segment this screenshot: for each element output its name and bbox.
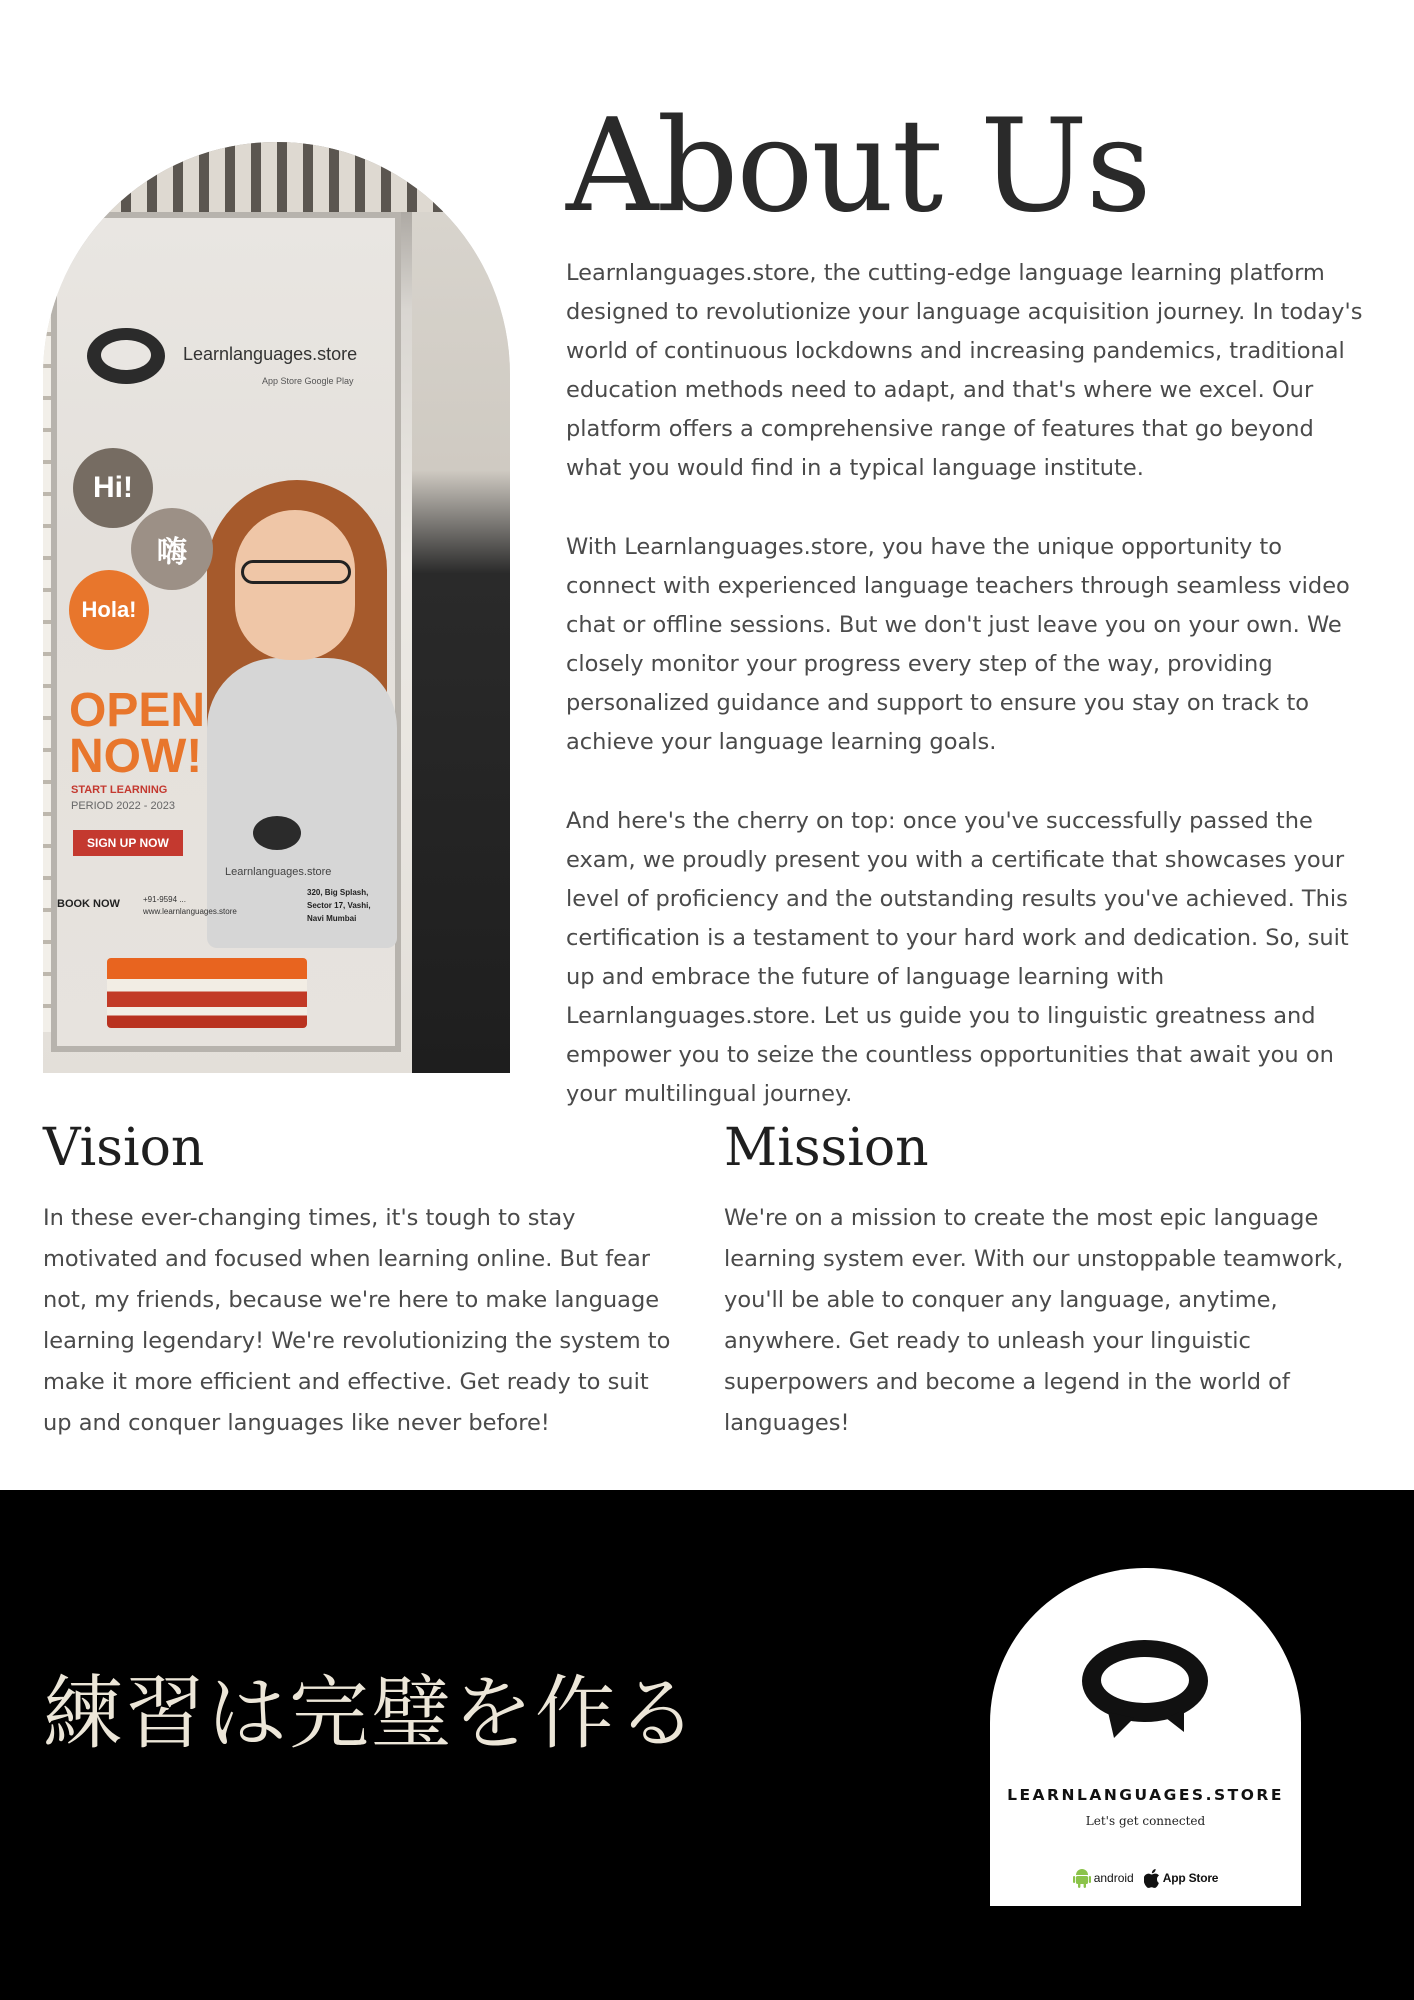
- mission-title: Mission: [724, 1118, 929, 1178]
- apple-icon: [1144, 1869, 1160, 1888]
- speech-bubble-hola: Hola!: [69, 570, 149, 650]
- footer-band: [0, 1490, 1414, 2000]
- store-badges: [990, 1868, 1301, 1888]
- brand-tagline: Let's get connected: [1085, 1814, 1206, 1828]
- banner-headline: OPEN NOW!: [69, 684, 206, 783]
- about-paragraph-1: Learnlanguages.store, the cutting-edge language learning platform designed to revolutionize your language acquisition journey. In today's world of continuous lockdowns and increasing pandemics, traditional education methods need to adapt, and that's where we excel. Our platform offers a comprehensive range of features that go beyond what you would find in a typical language institute.: [566, 260, 1363, 481]
- android-label: android: [1093, 1871, 1134, 1885]
- banner-signup: SIGN UP NOW: [73, 830, 183, 856]
- banner-chat-logo-icon: [87, 328, 165, 384]
- brand-name: LEARNLANGUAGES.STORE: [1007, 1786, 1284, 1804]
- appstore-label: App Store: [1162, 1871, 1219, 1885]
- banner-contact: +91-9594 ... www.learnlanguages.store: [143, 895, 237, 916]
- photo-booth-wall: [412, 212, 510, 1073]
- android-icon: [1073, 1868, 1091, 1888]
- photo-ceiling: [43, 142, 510, 212]
- android-badge: [1073, 1868, 1134, 1888]
- banner-store-text: App Store Google Play: [262, 376, 354, 386]
- brand-logo-card: [990, 1568, 1301, 1906]
- chat-bubble-logo-icon: [1080, 1638, 1211, 1738]
- shirt-logo-text: Learnlanguages.store: [225, 866, 332, 878]
- speech-bubble-hi: Hi!: [73, 448, 153, 528]
- about-title: About Us: [566, 92, 1150, 241]
- banner-books: [107, 958, 307, 1028]
- japanese-slogan: 練習は完璧を作る: [43, 1667, 699, 1760]
- banner-woman-face: [235, 510, 355, 660]
- banner-logo-text: Learnlanguages.store: [183, 344, 358, 364]
- mission-body: We're on a mission to create the most epic language learning system ever. With our unstoppable teamwork, you'll be able to conquer any language, anytime, anywhere. Get ready to unleash your linguistic superpowers and become a legend in the world of languages!: [724, 1205, 1344, 1436]
- banner-start-learning: START LEARNING: [71, 784, 168, 796]
- about-paragraph-3: And here's the cherry on top: once you've successfully passed the exam, we proudly present you with a certificate that showcases your level of proficiency and the outstanding results you've achieved. This certification is a testament to your hard work and dedication. So, suit up and embrace the future of language learning with Learnlanguages.store. Let us guide you to linguistic greatness and empower you to seize the countless opportunities that await you on your multilingual journey.: [566, 808, 1349, 1107]
- speech-bubble-hai: 嗨: [131, 508, 213, 590]
- rollup-banner: [51, 212, 401, 1052]
- appstore-badge: [1144, 1869, 1219, 1888]
- about-photo: [43, 142, 510, 1073]
- banner-address: 320, Big Splash, Sector 17, Vashi, Navi Mumbai: [307, 888, 371, 923]
- vision-body: In these ever-changing times, it's tough to stay motivated and focused when learning online. But fear not, my friends, because we're here to make language learning legendary! We're revolutionizing the system to make it more efficient and effective. Get ready to suit up and conquer languages like never before!: [43, 1205, 671, 1436]
- about-paragraph-2: With Learnlanguages.store, you have the unique opportunity to connect with experienced language teachers through seamless video chat or offline sessions. But we don't just leave you on your own. We closely monitor your progress every step of the way, providing personalized guidance and support to ensure you stay on track to achieve your language learning goals.: [566, 534, 1350, 755]
- banner-period: PERIOD 2022 - 2023: [71, 800, 175, 812]
- shirt-chat-logo-icon: [253, 816, 301, 850]
- banner-book-now: BOOK NOW: [57, 898, 120, 910]
- vision-title: Vision: [43, 1118, 205, 1178]
- banner-glasses: [241, 560, 351, 584]
